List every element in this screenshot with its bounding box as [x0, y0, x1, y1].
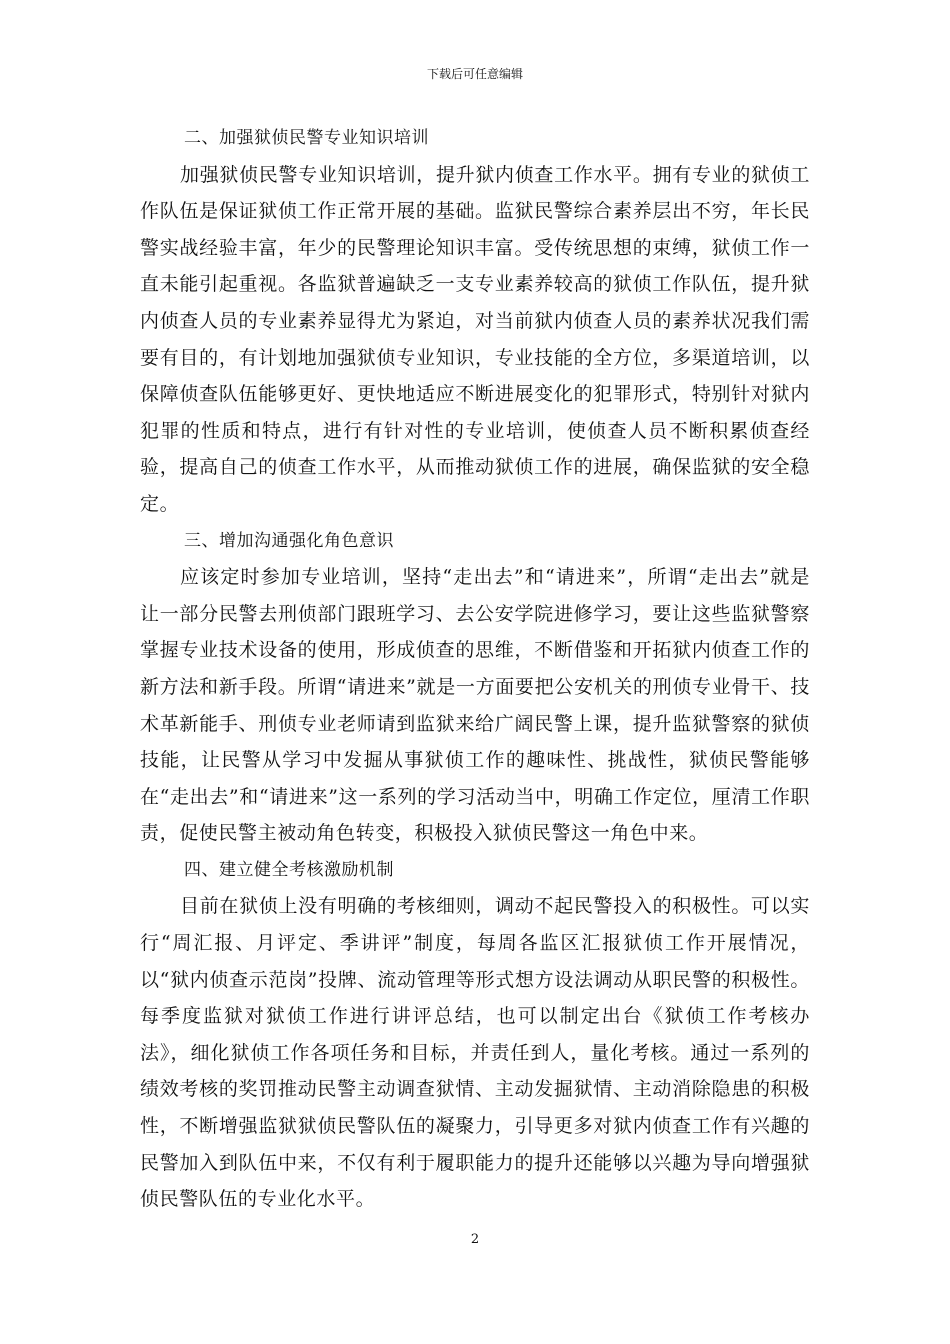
document-body: [140, 120, 810, 1218]
section-heading: 三、增加沟通强化角色意识: [184, 530, 394, 551]
section-assessment: [140, 852, 810, 1218]
section-heading: 二、加强狱侦民警专业知识培训: [184, 128, 429, 148]
section-paragraph: 应该定时参加专业培训，坚持“走出去”和“请进来”，所谓“走出去”就是让一部分民警去刑侦部门跟班学习、去公安学院进修学习，要让这些监狱警察掌握专业技术设备的使用，形成侦查的思维，不断借鉴和开拓狱内侦查工作的新方法和新手段。所谓“请进来”就是一方面要把公安机关的刑侦专业骨干、技术革新能手、刑侦专业老师请到监狱来给广阔民警上课，提升监狱警察的狱侦技能，让民警从学习中发掘从事狱侦工作的趣味性、挑战性，狱侦民警能够在“走出去”和“请进来”这一系列的学习活动当中，明确工作定位，厘清工作职责，促使民警主被动角色转变，积极投入狱侦民警这一角色中来。: [140, 566, 810, 845]
section-paragraph: 目前在狱侦上没有明确的考核细则，调动不起民警投入的积极性。可以实行“周汇报、月评定、季讲评”制度，每周各监区汇报狱侦工作开展情况，以“狱内侦查示范岗”投牌、流动管理等形式想方设法调动从职民警的积极性。每季度监狱对狱侦工作进行讲评总结，也可以制定出台《狱侦工作考核办法》，细化狱侦工作各项任务和目标，并责任到人，量化考核。通过一系列的绩效考核的奖罚推动民警主动调查狱情、主动发掘狱情、主动消除隐患的积极性，不断增强监狱狱侦民警队伍的凝聚力，引导更多对狱内侦查工作有兴趣的民警加入到队伍中来，不仅有利于履职能力的提升还能够以兴趣为导向增强狱侦民警队伍的专业化水平。: [140, 895, 810, 1211]
section-heading: 四、建立健全考核激励机制: [184, 859, 394, 880]
section-training: [140, 120, 810, 523]
page-header: 下载后可任意编辑: [426, 67, 523, 81]
section-paragraph: 加强狱侦民警专业知识培训，提升狱内侦查工作水平。拥有专业的狱侦工作队伍是保证狱侦工作正常开展的基础。监狱民警综合素养层出不穷，年长民警实战经验丰富，年少的民警理论知识丰富。受传统思想的束缚，狱侦工作一直未能引起重视。各监狱普遍缺乏一支专业素养较高的狱侦工作队伍，提升狱内侦查人员的专业素养显得尤为紧迫，对当前狱内侦查人员的素养状况我们需要有目的，有计划地加强狱侦专业知识，专业技能的全方位，多渠道培训，以保障侦查队伍能够更好、更快地适应不断进展变化的犯罪形式，特别针对狱内犯罪的性质和特点，进行有针对性的专业培训，使侦查人员不断积累侦查经验，提高自己的侦查工作水平，从而推动狱侦工作的进展，确保监狱的安全稳定。: [140, 163, 810, 515]
page-number: 2: [470, 1232, 480, 1247]
section-communication: [140, 523, 810, 852]
